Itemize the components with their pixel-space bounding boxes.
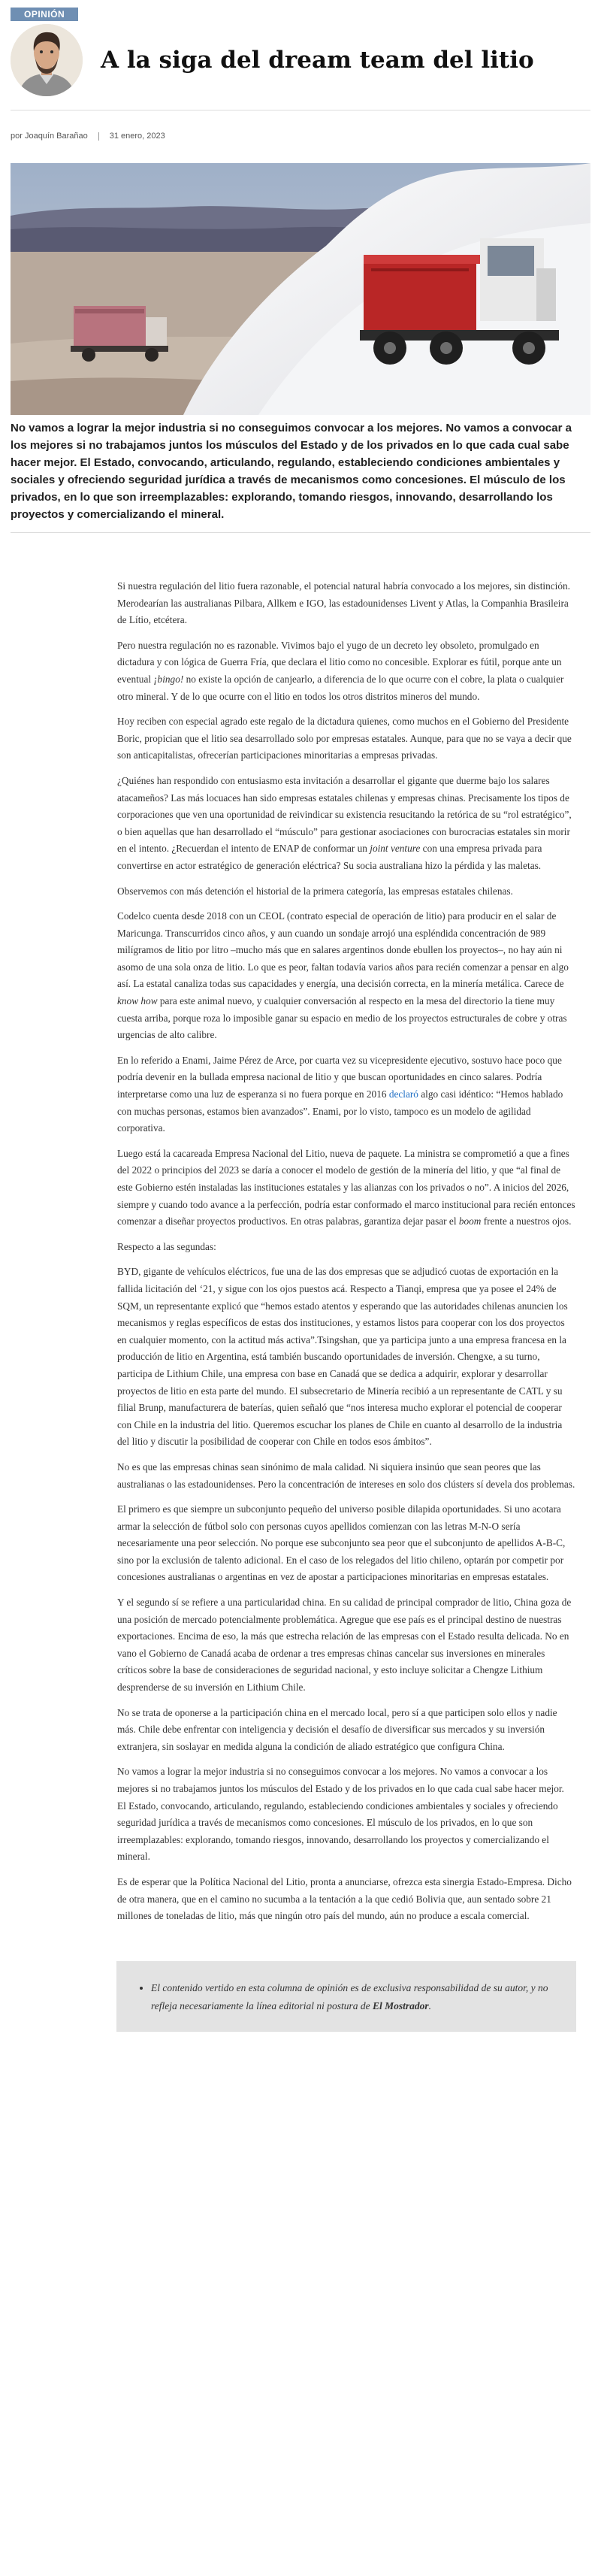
text-run: no existe la opción de canjearlo, a diferencia de lo que ocurre con el cobre, la plata o cualquier otro mineral. Y de lo que ocurre con el litio en todos los otros distritos mineros del mundo. — [117, 673, 564, 702]
paragraph: No se trata de oponerse a la participación china en el mercado local, pero sí a que participen solo ellos y nadie más. Chile debe enfrentar con inteligencia y decisión el desafío de diversificar sus mercados y su inversión extranjera, sin soslayar en medida alguna la condición de aliado estratégico que configura China. — [117, 1706, 557, 1752]
byline — [0, 110, 601, 147]
text-run: algo casi idéntico: “Hemos hablado con muchas personas, estamos bien avanzados”. Enami, por lo visto, tampoco es un modelo de agilidad corporativa. — [117, 1088, 563, 1134]
text-run: . — [428, 1999, 431, 2011]
paragraph — [117, 1052, 575, 1137]
emphasis-text: ¡bingo! — [153, 673, 184, 685]
text-run: Pero nuestra regulación no es razonable. Vivimos bajo el yugo de un decreto ley obsoleto, promulgado en dictadura y con lógica de Guerra Fría, que declara el litio como no concesible. Explorar es fútil, porque ante un eventual — [117, 639, 562, 685]
publish-date: 31 enero, 2023 — [109, 132, 165, 141]
text-run: En lo referido a Enami, Jaime Pérez de Arce, por cuarta vez su vicepresidente ejecutivo, sostuvo hace poco que podría devenir en la bullada empresa nacional de litio y que buscan oportunidades en cinco salares. Podría interpretarse como una luz de esperanza si no fuera porque en 2016 — [117, 1054, 562, 1100]
paragraph: Si nuestra regulación del litio fuera razonable, el potencial natural habría convocado a los mejores, sin distinción. Merodearían las australianas Pilbara, Allkem e IGO, las estadounidenses Livent y Atlas, la Companhia Brasileira de Lítio, etcétera. — [117, 580, 570, 626]
text-run: Luego está la cacareada Empresa Nacional del Litio, nueva de paquete. La ministra se comprometió a que a fines del 2022 o principios del 2023 se daría a conocer el modelo de gestión de la minería del litio, y que “al final de este Gobierno estén instaladas las instituciones estatales y las alianzas con los privados o no”. A inicios del 2026, siempre y cuando todo avance a la perfección, podría estar conformado el marco institucional para recién entonces comenzar a diseñar proyectos productivos. En otras palabras, garantiza dejar pasar el — [117, 1147, 575, 1227]
paragraph — [117, 1146, 575, 1230]
article-body — [117, 578, 575, 1925]
text-run: Codelco cuenta desde 2018 con un CEOL (contrato especial de operación de litio) para producir en el salar de Maricunga. Transcurridos cinco años, y aun cuando un sondaje arrojó una espléndida concentración de 989 milígramos de litio por litro –mucho más que en salares argentinos donde ebullen los proyectos–, no hay aún ni asomo de una sola onza de litio. Lo que es peor, faltan todavía varios años para recién comenzar a pensar en algo así. La estatal canaliza todas sus capacidades y energía, una decisión correcta, en la minería metálica. Carece de — [117, 910, 569, 990]
declaro-link[interactable]: declaró — [388, 1088, 418, 1100]
paragraph: No es que las empresas chinas sean sinónimo de mala calidad. Ni siquiera insinúo que sean peores que las australianas o las estadounidenses. Pero la concentración de intereses en solo dos clústers sí devela dos problemas. — [117, 1461, 575, 1490]
publisher-name: El Mostrador — [372, 1999, 429, 2011]
emphasis-text: joint venture — [370, 843, 421, 855]
paragraph: Y el segundo sí se refiere a una particularidad china. En su calidad de principal comprador de litio, China goza de una posición de mercado potencialmente problemática. Agregue que ese país es el principal destino de nuestras exportaciones. Encima de eso, la más que estrecha relación de las empresas con el Estado resulta delicada. No en vano el Gobierno de Canadá acaba de ordenar a tres empresas chinas cancelar sus inversiones en minerales críticos sobre la base de consideraciones de seguridad nacional, y esto incluye solicitar a Chengze Lithium desprenderse de su inversión en Lithium Chile. — [117, 1597, 572, 1694]
paragraph — [117, 773, 575, 875]
author-portrait-icon — [11, 24, 83, 96]
emphasis-text: boom — [458, 1215, 482, 1227]
author-link[interactable]: por Joaquín Barañao — [11, 132, 88, 141]
disclaimer-box — [116, 1961, 576, 2032]
author-avatar[interactable] — [11, 24, 83, 96]
paragraph: El primero es que siempre un subconjunto pequeño del universo posible dilapida oportunidades. Si uno acotara armar la selección de fútbol solo con personas cuyos apellidos comienzan con las letras M-N-O sería necesariamente una peor selección. No porque ese subconjunto sea peor que el subconjunto de apellidos A-B-C, sino por la exclusión de talento adicional. En el caso de los relegados del litio chileno, optarán por competir por concesiones australianas o argentinas en vez de apostar a participaciones minoritarias en empresas estatales. — [117, 1503, 566, 1583]
paragraph — [117, 908, 575, 1044]
text-run: para este animal nuevo, y cualquier conversación al respecto en la mesa del directorio la tiene muy cuesta arriba, porque roza lo imposible ganar su espacio en medio de los proyectos estructurales de cobre y otras urgencias de alto calibre. — [117, 995, 567, 1041]
title-row — [11, 24, 590, 96]
paragraph: Hoy reciben con especial agrado este regalo de la dictadura quienes, como muchos en el Gobierno del Presidente Boric, propician que el litio sea desarrollado solo por empresas estatales. Aunque, para que no se vaya a decir que son anticapitalistas, ofrecerían participaciones minoritarias a empresas privadas. — [117, 716, 572, 761]
paragraph — [117, 637, 575, 705]
section-tag[interactable]: OPINIÓN — [11, 8, 78, 21]
paragraph: No vamos a lograr la mejor industria si no conseguimos convocar a los mejores. No vamos a convocar a los mejores si no trabajamos juntos los músculos del Estado y de los privados en lo que cada cual sabe hacer mejor. El Estado, convocando, articulando, regulando, estableciendo condiciones ambientales y sociales y ofreciendo seguridad jurídica a través de mecanismos como concesiones. El músculo de los privados, en lo que son irreemplazables: explorando, tomando riesgos, innovando, desarrollando los proyectos y comercializando el mineral. — [117, 1766, 564, 1863]
article-header — [0, 0, 601, 96]
text-run: ¿Quiénes han respondido con entusiasmo esta invitación a desarrollar el gigante que duerme bajo los salares atacameños? Las más locuaces han sido empresas estatales chilenas y empresas chinas. Precisamente los tipos de corporaciones que ven una oportunidad de reivindicar su existencia resucitando la retórica de su “rol estratégico”, o bien aquellas que han desarrollado el “músculo” para gestionar asociaciones con burocracias estatales sin morir en el intento. ¿Recuerdan el intento de ENAP de conformar un — [117, 774, 572, 855]
disclaimer-list — [131, 1979, 561, 2015]
paragraph: BYD, gigante de vehículos eléctricos, fue una de las dos empresas que se adjudicó cuotas de exportación en la fallida licitación del ‘21, y sigue con los ojos puestos acá. Respecto a Tianqi, empresa que ya posee el 24% de SQM, un representante explicó que “hemos estado atentos y esperando que las autoridades chilenas anuncien los mecanismos y reglas específicos de estas dos instituciones, y estamos listos para cooperar con los dos proyectos en cualquier momento, con la actitud más activa”.Tsingshan, que ya participa junto a una empresa francesa en la producción de litio en Argentina, está también buscando oportunidades de inversión. Chengxe, a su turno, participa de Lithium Chile, una empresa con base en Canadá que se dedica a adquirir, explorar y desarrollar proyectos de litio en esta parte del mundo. El subsecretario de Minería recibió a un representante de CATL y su filial Brunp, manufacturera de baterías, quien señaló que “nos interesa mucho explorar el potencial de cooperar con Chile en la industria del litio. Queremos escuchar los planes de Chile en cuanto al desarrollo de la industria del litio y discutir la posibilidad de cooperar con Chile en todos esos ámbitos”. — [117, 1266, 568, 1448]
text-run: con una empresa privada para convertirse en actor estratégico de generación eléctrica? Su socia australiana hizo la pérdida y las maletas. — [117, 843, 542, 871]
paragraph: Respecto a las segundas: — [117, 1240, 216, 1252]
lead-divider — [11, 532, 590, 533]
text-run: frente a nuestros ojos. — [481, 1215, 572, 1227]
emphasis-text: know how — [117, 995, 158, 1007]
disclaimer-text — [151, 1979, 561, 2015]
hero-image — [11, 163, 590, 415]
paragraph: Es de esperar que la Política Nacional del Litio, pronta a anunciarse, ofrezca esta sinergia Estado-Empresa. Dicho de otra manera, que en el camino no sucumba a la tentación a la que cedió Bolivia que, aun sentado sobre 21 millones de toneladas de litio, más que ningún otro país del mundo, aún no produce a escala comercial. — [117, 1875, 572, 1922]
text-run: El contenido vertido en esta columna de opinión es de exclusiva responsabilidad de su autor, y no refleja necesariamente la línea editorial ni postura de — [151, 1981, 548, 2011]
article-title: A la siga del dream team del litio — [101, 47, 534, 74]
byline-separator — [98, 132, 99, 141]
article-lead: No vamos a lograr la mejor industria si no conseguimos convocar a los mejores. No vamos a convocar a los mejores si no trabajamos juntos los músculos del Estado y de los privados en lo que cada cual sabe hacer mejor. El Estado, convocando, articulando, regulando, estableciendo condiciones ambientales y sociales y ofreciendo seguridad jurídica a través de mecanismos como concesiones. El músculo de los privados, en lo que son irreemplazables: explorando, tomando riesgos, innovando, desarrollando los proyectos y comercializando el mineral. — [11, 422, 572, 521]
near-truck — [360, 238, 559, 365]
paragraph: Observemos con más detención el historial de la primera categoría, las empresas estatales chilenas. — [117, 885, 513, 897]
